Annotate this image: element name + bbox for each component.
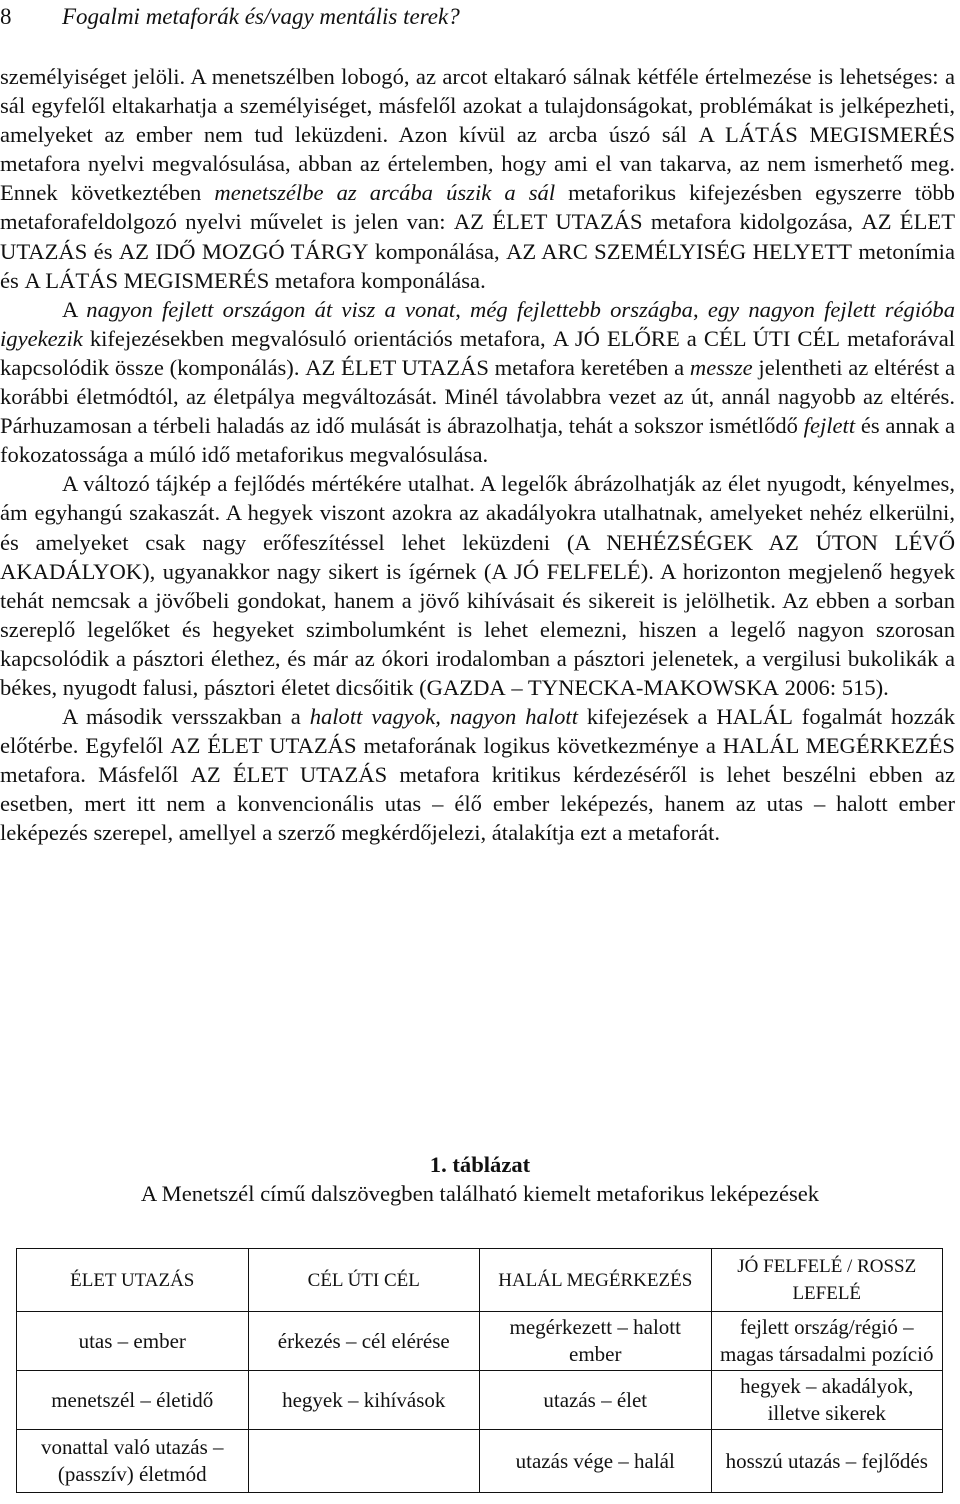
small-caps-run: A JÓ FELFELÉ	[491, 558, 641, 584]
italic-run: messze	[689, 354, 753, 380]
table-header-cell: JÓ FELFELÉ / ROSSZ LEFELÉ	[711, 1249, 943, 1312]
table-cell: hegyek – kihívások	[248, 1371, 480, 1430]
text-run: metafora keretében a	[488, 354, 690, 380]
paragraph	[0, 469, 955, 702]
small-caps-run: A NEHÉZSÉGEK AZ ÚTON LÉVŐ AKADÁLYOK	[0, 529, 956, 584]
small-caps-run: AZ ÉLET UTAZÁS	[453, 209, 643, 235]
small-caps-run: AZ ÉLET UTAZÁS	[170, 733, 357, 759]
text-run: 2006: 515).	[779, 674, 889, 700]
table-cell: fejlett ország/régió – magas társadalmi pozíció	[711, 1312, 943, 1371]
text-run: kifejezésekben megvalósuló orientációs metafora,	[82, 325, 553, 351]
text-run: metafora komponálása.	[269, 267, 486, 293]
text-run: metaforának logikus következménye a	[356, 733, 723, 759]
table-cell: hegyek – akadályok, illetve sikerek	[711, 1371, 943, 1430]
small-caps-run: AZ ARC SZEMÉLYISÉG HELYETT	[506, 238, 852, 264]
text-run: metafora kidolgozása,	[642, 209, 862, 235]
small-caps-run: A LÁTÁS MEGISMERÉS	[698, 122, 956, 148]
table-cell: hosszú utazás – fejlődés	[711, 1430, 943, 1493]
text-run: metonímia és	[0, 238, 955, 293]
paragraph	[0, 702, 955, 847]
text-run: ,	[455, 296, 471, 322]
text-run: metaforikus kifejezésben egyszerre több metaforafeldolgozó nyelvi művelet is jelen van:	[0, 180, 955, 235]
text-run: fogalmát hozzák előtérbe. Egyfelől	[0, 704, 955, 759]
running-title: Fogalmi metaforák és/vagy mentális terek?	[62, 4, 460, 29]
small-caps-run: AKOWSKA	[663, 674, 779, 700]
text-run: metafora. Másfelől	[0, 762, 191, 788]
text-run: ). A horizonton megjelenő hegyek tehát nemcsak a jövőbeli gondokat, hanem a jövő kihívásait és sikereit is jelölhetik. Az ebben a sorban szereplő legelőket és hegyeket szimbolumként is lehet elemezni, hiszen a legelő nagyon szorosan kapcsolódik a pásztori élethez, és már az ókori irodalomban a pásztori jelenetek, a vergilusi bukolikák a békes, nyugodt falusi, pásztori életet dicsőitik (G	[0, 558, 955, 700]
italic-run: még fejlettebb országba	[470, 296, 693, 322]
text-run: metafora kritikus kérdezéséről is lehet beszélni ebben az esetben, mert itt nem a konvencionális utas – élő ember leképezés, hanem az utas – halott ember leképezés szerepel, amellyel a szerző megkérdőjelezi, átalakítja ezt a metaforát.	[0, 762, 955, 846]
small-caps-run: AZ ÉLET UTAZÁS	[0, 209, 955, 264]
text-run: metafora nyelvi megvalósulása, abban az értelemben, hogy ami el van takarva, az nem ismerhető meg. Ennek következtében	[0, 151, 955, 206]
text-run: személyiséget jelöli. A menetszélben lobogó, az arcot eltakaró sálnak kétféle értelmezése is lehetséges: a sál egyfelől eltakarhatja a személyiséget, másfelől azokat a tulajdonságokat, problémákat is jelképezheti, amelyeket az ember nem tud leküzdeni. Azon kívül az arcba úszó sál	[0, 64, 955, 148]
small-caps-run: AZDA	[442, 674, 506, 700]
table-row	[17, 1312, 943, 1371]
small-caps-run: A JÓ ELŐRE	[552, 325, 680, 351]
italic-run: menetszélbe az arcába úszik a sál	[214, 180, 556, 206]
table-cell: menetszél – életidő	[17, 1371, 249, 1430]
text-run: metaforával kapcsolódik össze (komponálás).	[0, 325, 956, 380]
table-cell	[248, 1430, 480, 1493]
paragraph	[0, 295, 955, 470]
table-header-row	[17, 1249, 943, 1312]
text-run: és	[87, 238, 119, 264]
page-header	[0, 4, 960, 38]
small-caps-run: HALÁL MEGÉRKEZÉS	[722, 733, 955, 759]
table-cell: megérkezett – halott ember	[480, 1312, 712, 1371]
small-caps-run: CÉL ÚTI CÉL	[703, 325, 841, 351]
page-number: 8	[0, 4, 12, 29]
body-text	[0, 62, 955, 848]
table-row	[17, 1371, 943, 1430]
table-cell: érkezés – cél elérése	[248, 1312, 480, 1371]
table-cell: utazás – élet	[480, 1371, 712, 1430]
text-run: ,	[692, 296, 708, 322]
text-run: a	[679, 325, 704, 351]
text-run: A	[62, 296, 87, 322]
italic-run: halott vagyok, nagyon halott	[309, 704, 578, 730]
italic-run: fejlett	[803, 413, 856, 439]
metaphor-table	[16, 1248, 943, 1493]
text-run: és annak a fokozatossága a múló idő metaforikus megvalósulása.	[0, 413, 956, 468]
text-run: – T	[505, 674, 542, 700]
table-cell: vonattal való utazás – (passzív) életmód	[17, 1430, 249, 1493]
table-cell: utazás vége – halál	[480, 1430, 712, 1493]
table-caption	[0, 1150, 960, 1208]
table-header-cell: CÉL ÚTI CÉL	[248, 1249, 480, 1312]
table-header-cell: HALÁL MEGÉRKEZÉS	[480, 1249, 712, 1312]
small-caps-run: AZ IDŐ MOZGÓ TÁRGY	[118, 238, 369, 264]
paragraph	[0, 62, 955, 295]
text-run: komponálása,	[368, 238, 507, 264]
italic-run: egy nagyon fejlett régióba igyekezik	[0, 296, 955, 351]
text-run: A változó tájkép a fejlődés mértékére utalhat. A legelők ábrázolhatják az élet nyugodt, kényelmes, ám egyhangú szakaszát. A hegyek viszont azokra az akadályokra utalhatnak, amelyeket nehéz elkerülni, és amelyeket csak nagy erőfeszítéssel lehet leküzdeni (	[0, 471, 955, 555]
small-caps-run: HALÁL	[716, 704, 793, 730]
small-caps-run: AZ ÉLET UTAZÁS	[190, 762, 388, 788]
text-run: jelentheti az eltérést a korábbi életmódtól, az életpálya megváltozását. Minél távolabbra vezet az út, annál nagyobb az eltérés. Párhuzamosan a térbeli haladás az idő mulását is ábrazolhatja, tehát a sokszor ismétlődő	[0, 354, 955, 439]
small-caps-run: AZ ÉLET UTAZÁS	[305, 354, 489, 380]
table-cell: utas – ember	[17, 1312, 249, 1371]
small-caps-run: A LÁTÁS MEGISMERÉS	[24, 267, 270, 293]
table-row	[17, 1430, 943, 1493]
table-title: A Menetszél című dalszövegben található kiemelt metaforikus leképezések	[140, 1181, 820, 1206]
text-run: -M	[635, 674, 664, 700]
italic-run: nagyon fejlett országon át visz a vonat	[86, 296, 456, 322]
text-run: A második versszakban a	[62, 704, 310, 730]
small-caps-run: YNECKA	[541, 674, 636, 700]
text-run: ), ugyanakkor nagy sikert is ígérnek (	[142, 558, 492, 584]
table-header-cell: ÉLET UTAZÁS	[17, 1249, 249, 1312]
table-number: 1. táblázat	[429, 1152, 531, 1177]
text-run: kifejezések a	[577, 704, 717, 730]
